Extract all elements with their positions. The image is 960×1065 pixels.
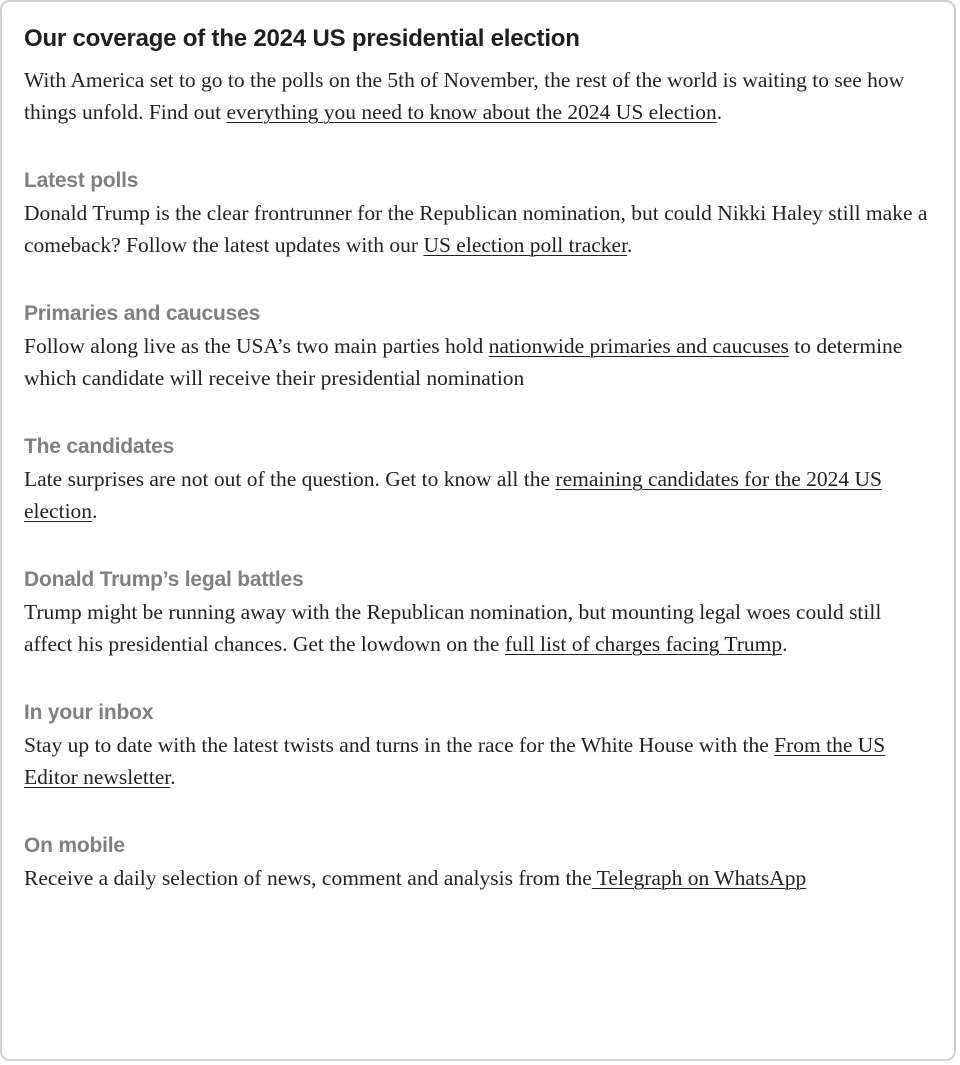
section-text: Trump might be running away with the Republican nomination, but mounting legal woes could still affect his presidential chances. Get the lowdown on the (24, 600, 882, 656)
section-heading: Primaries and caucuses (24, 302, 261, 325)
section-latest-polls (24, 167, 932, 261)
section-heading: The candidates (24, 435, 175, 458)
section-text: Late surprises are not out of the question. Get to know all the (24, 467, 556, 491)
section-text: Receive a daily selection of news, comment and analysis from the (24, 866, 592, 890)
section-heading: In your inbox (24, 701, 154, 724)
section-inbox (24, 699, 932, 793)
card-title: Our coverage of the 2024 US presidential election (24, 25, 580, 52)
section-body (24, 463, 932, 527)
section-heading: Donald Trump’s legal battles (24, 568, 304, 591)
intro-paragraph (24, 64, 932, 128)
section-body (24, 197, 932, 261)
newsletter-link[interactable]: From the US Editor newsletter (24, 733, 886, 789)
primaries-caucuses-link[interactable]: nationwide primaries and caucuses (488, 334, 789, 358)
section-body (24, 729, 932, 793)
section-text: Follow along live as the USA’s two main parties hold (24, 334, 489, 358)
section-trailing-text: . (170, 765, 176, 789)
intro-text: With America set to go to the polls on the 5th of November, the rest of the world is waiting to see how things unfold. Find out (24, 68, 905, 124)
section-heading: On mobile (24, 834, 125, 857)
section-text: Donald Trump is the clear frontrunner for the Republican nomination, but could Nikki Haley still make a comeback? Follow the latest updates with our (24, 201, 928, 257)
section-primaries-caucuses (24, 300, 932, 394)
section-trailing-text: . (782, 632, 788, 656)
section-body (24, 596, 932, 660)
intro-trailing-text: . (716, 100, 723, 124)
candidates-link[interactable]: remaining candidates for the 2024 US election (24, 467, 883, 523)
section-trailing-text: . (627, 233, 633, 257)
section-trailing-text: . (92, 499, 98, 523)
section-body (24, 862, 932, 894)
section-heading: Latest polls (24, 169, 139, 192)
section-trailing-text: to determine which candidate will receive their presidential nomination (24, 334, 903, 390)
election-guide-link[interactable]: everything you need to know about the 2024 US election (226, 100, 717, 124)
section-text: Stay up to date with the latest twists and turns in the race for the White House with the (24, 733, 775, 757)
section-body (24, 330, 932, 394)
whatsapp-link[interactable]: Telegraph on WhatsApp (591, 866, 807, 890)
section-candidates (24, 433, 932, 527)
poll-tracker-link[interactable]: US election poll tracker (423, 233, 628, 257)
section-mobile (24, 832, 932, 894)
charges-link[interactable]: full list of charges facing Trump (504, 632, 783, 656)
section-legal-battles (24, 566, 932, 660)
